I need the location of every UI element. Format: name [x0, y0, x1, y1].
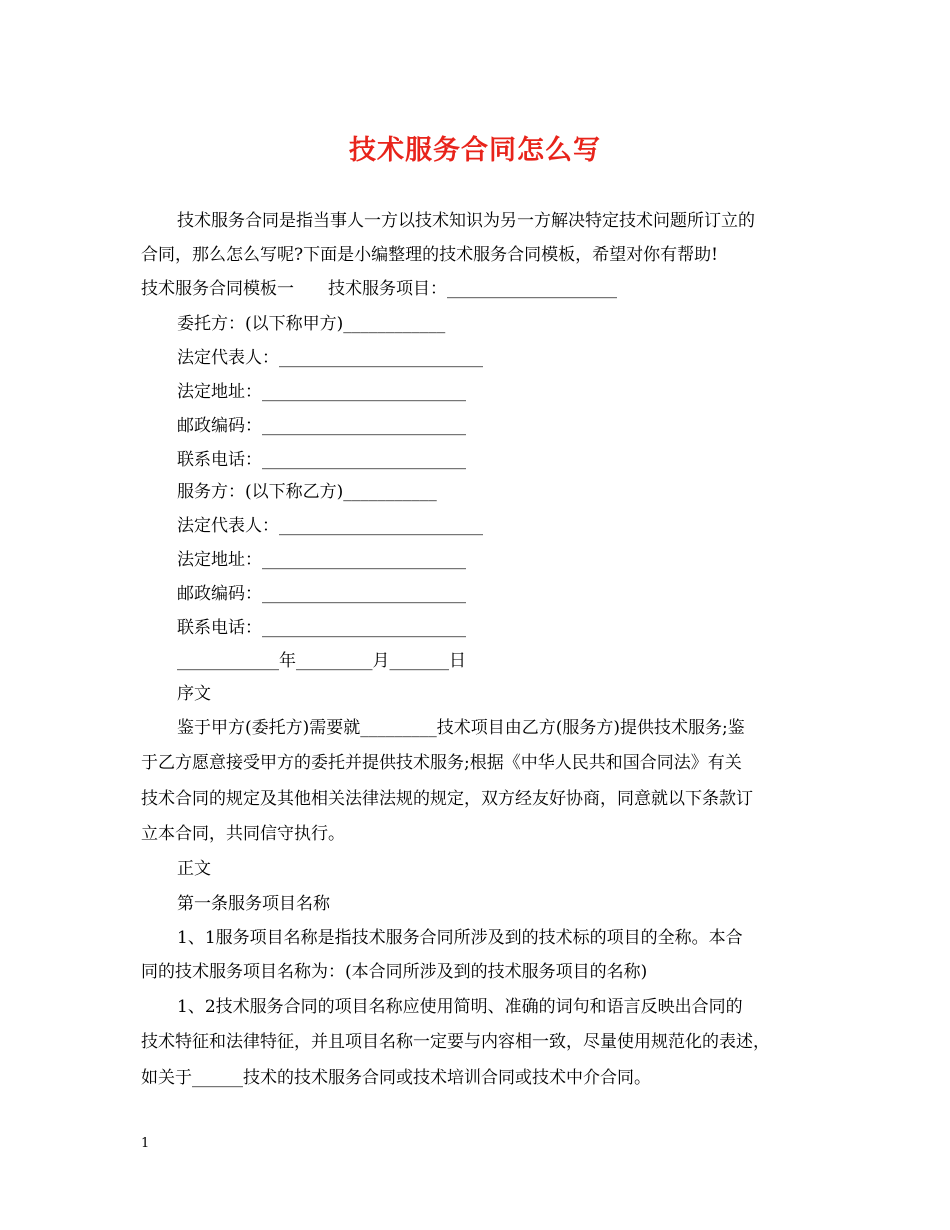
- paragraph-line: 同的技术服务项目名称为：(本合同所涉及到的技术服务项目的名称): [141, 962, 648, 982]
- form-field-line: 邮政编码：________________________: [177, 584, 466, 604]
- paragraph-line: 1、1服务项目名称是指技术服务合同所涉及到的技术标的项目的全称。本合: [177, 928, 743, 948]
- form-field-line: 法定代表人：________________________: [177, 516, 483, 536]
- page-number: 1: [141, 1136, 150, 1151]
- paragraph-line: 技术合同的规定及其他相关法律法规的规定，双方经友好协商，同意就以下条款订: [141, 789, 753, 809]
- paragraph-line: 1、2技术服务合同的项目名称应使用简明、准确的词句和语言反映出合同的: [177, 997, 743, 1017]
- article-heading: 第一条服务项目名称: [177, 894, 330, 914]
- section-heading: 序文: [177, 684, 211, 704]
- section-heading: 正文: [177, 859, 211, 879]
- form-field-line: 联系电话：________________________: [177, 618, 466, 638]
- paragraph-line: 合同，那么怎么写呢?下面是小编整理的技术服务合同模板，希望对你有帮助!: [141, 245, 718, 265]
- date-line: ____________年_________月_______日: [177, 651, 466, 671]
- paragraph-line: 立本合同，共同信守执行。: [141, 824, 345, 844]
- document-title: 技术服务合同怎么写: [349, 135, 601, 166]
- paragraph-line: 于乙方愿意接受甲方的委托并提供技术服务;根据《中华人民共和国合同法》有关: [141, 753, 742, 773]
- form-field-line: 法定地址：________________________: [177, 382, 466, 402]
- form-field-line: 联系电话：________________________: [177, 450, 466, 470]
- form-field-line: 邮政编码：________________________: [177, 416, 466, 436]
- form-field-line: 法定地址：________________________: [177, 550, 466, 570]
- form-field-line: 服务方：(以下称乙方)___________: [177, 482, 437, 502]
- form-field-line: 法定代表人：________________________: [177, 348, 483, 368]
- form-field-line: 委托方：(以下称甲方)____________: [177, 314, 446, 334]
- paragraph-line: 技术特征和法律特征，并且项目名称一定要与内容相一致，尽量使用规范化的表述，: [141, 1032, 770, 1052]
- paragraph-line: 如关于______技术的技术服务合同或技术培训合同或技术中介合同。: [141, 1068, 651, 1088]
- paragraph-line: 技术服务合同是指当事人一方以技术知识为另一方解决特定技术问题所订立的: [177, 211, 755, 231]
- paragraph-line: 技术服务合同模板一 技术服务项目：____________________: [141, 279, 617, 299]
- paragraph-line: 鉴于甲方(委托方)需要就_________技术项目由乙方(服务方)提供技术服务;鉴: [177, 718, 745, 738]
